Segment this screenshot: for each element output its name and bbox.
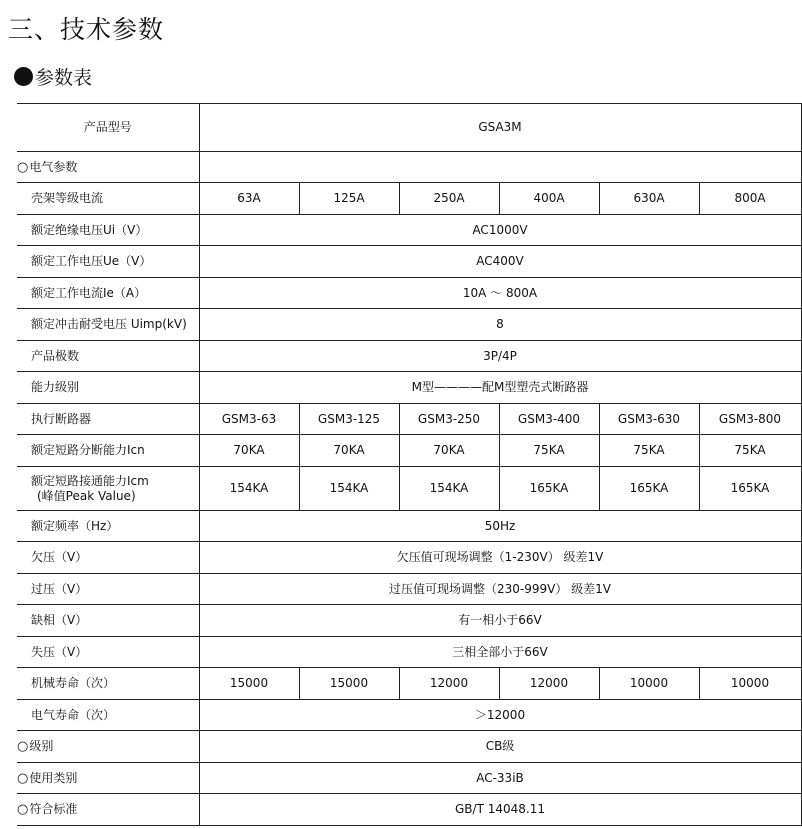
row-label-subtext: (峰值Peak Value): [37, 488, 136, 503]
row-label: [17, 605, 199, 637]
merged-value-cell: AC400V: [199, 246, 801, 278]
table-row: [17, 668, 801, 700]
value-cell: 10000: [599, 668, 699, 700]
value-cell: 15000: [199, 668, 299, 700]
row-label: [17, 341, 199, 372]
merged-value-cell: 过压值可现场调整（230-999V） 级差1V: [199, 574, 801, 605]
merged-value-cell: GSA3M: [199, 104, 801, 152]
circle-bullet-icon: ○: [17, 802, 29, 817]
parameter-table: [17, 103, 802, 826]
circle-bullet-icon: ○: [17, 159, 29, 175]
table-row: [17, 763, 801, 794]
value-cell: 70KA: [199, 435, 299, 467]
row-label-text: 额定频率（Hz）: [31, 518, 119, 533]
value-cell: 154KA: [399, 467, 499, 511]
row-label: [17, 104, 199, 152]
row-label-text: 额定绝缘电压Ui（V）: [31, 222, 148, 237]
value-cell: 165KA: [499, 467, 599, 511]
value-cell: 12000: [399, 668, 499, 700]
row-label-text: 电气寿命（次）: [31, 707, 116, 722]
table-row: [17, 341, 801, 372]
table-row: [17, 700, 801, 731]
table-row: [17, 183, 801, 215]
value-cell: 10000: [699, 668, 801, 700]
row-label-text: 额定冲击耐受电压 Uimp(kV): [31, 317, 187, 331]
table-row: [17, 404, 801, 435]
row-label: [17, 467, 199, 511]
row-label-text: 产品型号: [83, 120, 132, 134]
row-label: [17, 404, 199, 435]
row-label-text: 能力级别: [31, 380, 80, 394]
page-title: 三、技术参数: [8, 15, 165, 44]
section-subtitle: [14, 63, 92, 90]
table-row: [17, 435, 801, 467]
table-row: [17, 104, 801, 152]
table-row: [17, 511, 801, 542]
row-label: [17, 700, 199, 731]
table-row: [17, 215, 801, 246]
row-label-text: 使用类别: [29, 770, 78, 785]
merged-value-cell: 欠压值可现场调整（1-230V） 级差1V: [199, 542, 801, 574]
table-row: [17, 467, 801, 511]
row-label-text: 机械寿命（次）: [31, 676, 116, 690]
row-label-text: 额定工作电流Ie（A）: [31, 285, 147, 300]
value-cell: 125A: [299, 183, 399, 215]
merged-value-cell: 有一相小于66V: [199, 605, 801, 637]
table-row: [17, 278, 801, 309]
value-cell: 165KA: [599, 467, 699, 511]
value-cell: 12000: [499, 668, 599, 700]
value-cell: 70KA: [299, 435, 399, 467]
row-label-text: 壳架等级电流: [31, 191, 104, 205]
value-cell: 630A: [599, 183, 699, 215]
merged-value-cell: CB级: [199, 731, 801, 763]
row-label-text: 缺相（V）: [31, 613, 88, 627]
table-row: [17, 794, 801, 826]
merged-value-cell: ＞12000: [199, 700, 801, 731]
row-label: [17, 152, 199, 183]
value-cell: GSM3-63: [199, 404, 299, 435]
subtitle-text: 参数表: [35, 67, 93, 89]
table-row: [17, 246, 801, 278]
row-label-text: 符合标准: [29, 802, 78, 816]
row-label: [17, 246, 199, 278]
circle-bullet-icon: ○: [17, 770, 29, 786]
row-label-text: 过压（V）: [31, 581, 88, 596]
value-cell: 75KA: [699, 435, 801, 467]
row-label-text: 额定短路分断能力Icn: [31, 443, 145, 457]
table-row: [17, 637, 801, 668]
bullet-dot-icon: [14, 67, 33, 86]
row-label: [17, 574, 199, 605]
table-row: [17, 372, 801, 404]
row-label: [17, 372, 199, 404]
table-row: [17, 152, 801, 183]
value-cell: 15000: [299, 668, 399, 700]
row-label-text: 级别: [29, 739, 54, 753]
table-row: [17, 605, 801, 637]
row-label-text: 欠压（V）: [31, 550, 88, 564]
merged-value-cell: 3P/4P: [199, 341, 801, 372]
table-row: [17, 574, 801, 605]
table-row: [17, 542, 801, 574]
row-label: [17, 309, 199, 341]
row-label-text: 产品极数: [31, 348, 80, 363]
value-cell: 165KA: [699, 467, 801, 511]
merged-value-cell: M型————配M型塑壳式断路器: [199, 372, 801, 404]
merged-value-cell: AC1000V: [199, 215, 801, 246]
circle-bullet-icon: ○: [17, 739, 29, 754]
row-label-text: 额定工作电压Ue（V）: [31, 254, 152, 268]
merged-value-cell: 三相全部小于66V: [199, 637, 801, 668]
row-label: [17, 763, 199, 794]
merged-value-cell: AC-33iB: [199, 763, 801, 794]
row-label: [17, 542, 199, 574]
row-label: [17, 637, 199, 668]
row-label-text: 失压（V）: [31, 644, 88, 659]
merged-value-cell: 50Hz: [199, 511, 801, 542]
row-label: [17, 278, 199, 309]
row-label: [17, 731, 199, 763]
table-row: [17, 309, 801, 341]
value-cell: 800A: [699, 183, 801, 215]
row-label: [17, 435, 199, 467]
value-cell: 154KA: [199, 467, 299, 511]
row-label-text: 执行断路器: [31, 411, 92, 426]
row-label: [17, 794, 199, 826]
row-label: [17, 183, 199, 215]
table-row: [17, 731, 801, 763]
value-cell: 400A: [499, 183, 599, 215]
value-cell: 75KA: [599, 435, 699, 467]
row-label-text: 电气参数: [29, 159, 78, 174]
merged-value-cell: GB/T 14048.11: [199, 794, 801, 826]
row-label: [17, 215, 199, 246]
value-cell: 63A: [199, 183, 299, 215]
value-cell: GSM3-125: [299, 404, 399, 435]
value-cell: GSM3-630: [599, 404, 699, 435]
merged-value-cell: 10A ～ 800A: [199, 278, 801, 309]
row-label: [17, 511, 199, 542]
value-cell: 70KA: [399, 435, 499, 467]
value-cell: GSM3-250: [399, 404, 499, 435]
value-cell: GSM3-400: [499, 404, 599, 435]
value-cell: 250A: [399, 183, 499, 215]
merged-value-cell: [199, 152, 801, 183]
row-label: [17, 668, 199, 700]
merged-value-cell: 8: [199, 309, 801, 341]
row-label-text: 额定短路接通能力Icm: [31, 473, 149, 488]
value-cell: 75KA: [499, 435, 599, 467]
value-cell: 154KA: [299, 467, 399, 511]
value-cell: GSM3-800: [699, 404, 801, 435]
